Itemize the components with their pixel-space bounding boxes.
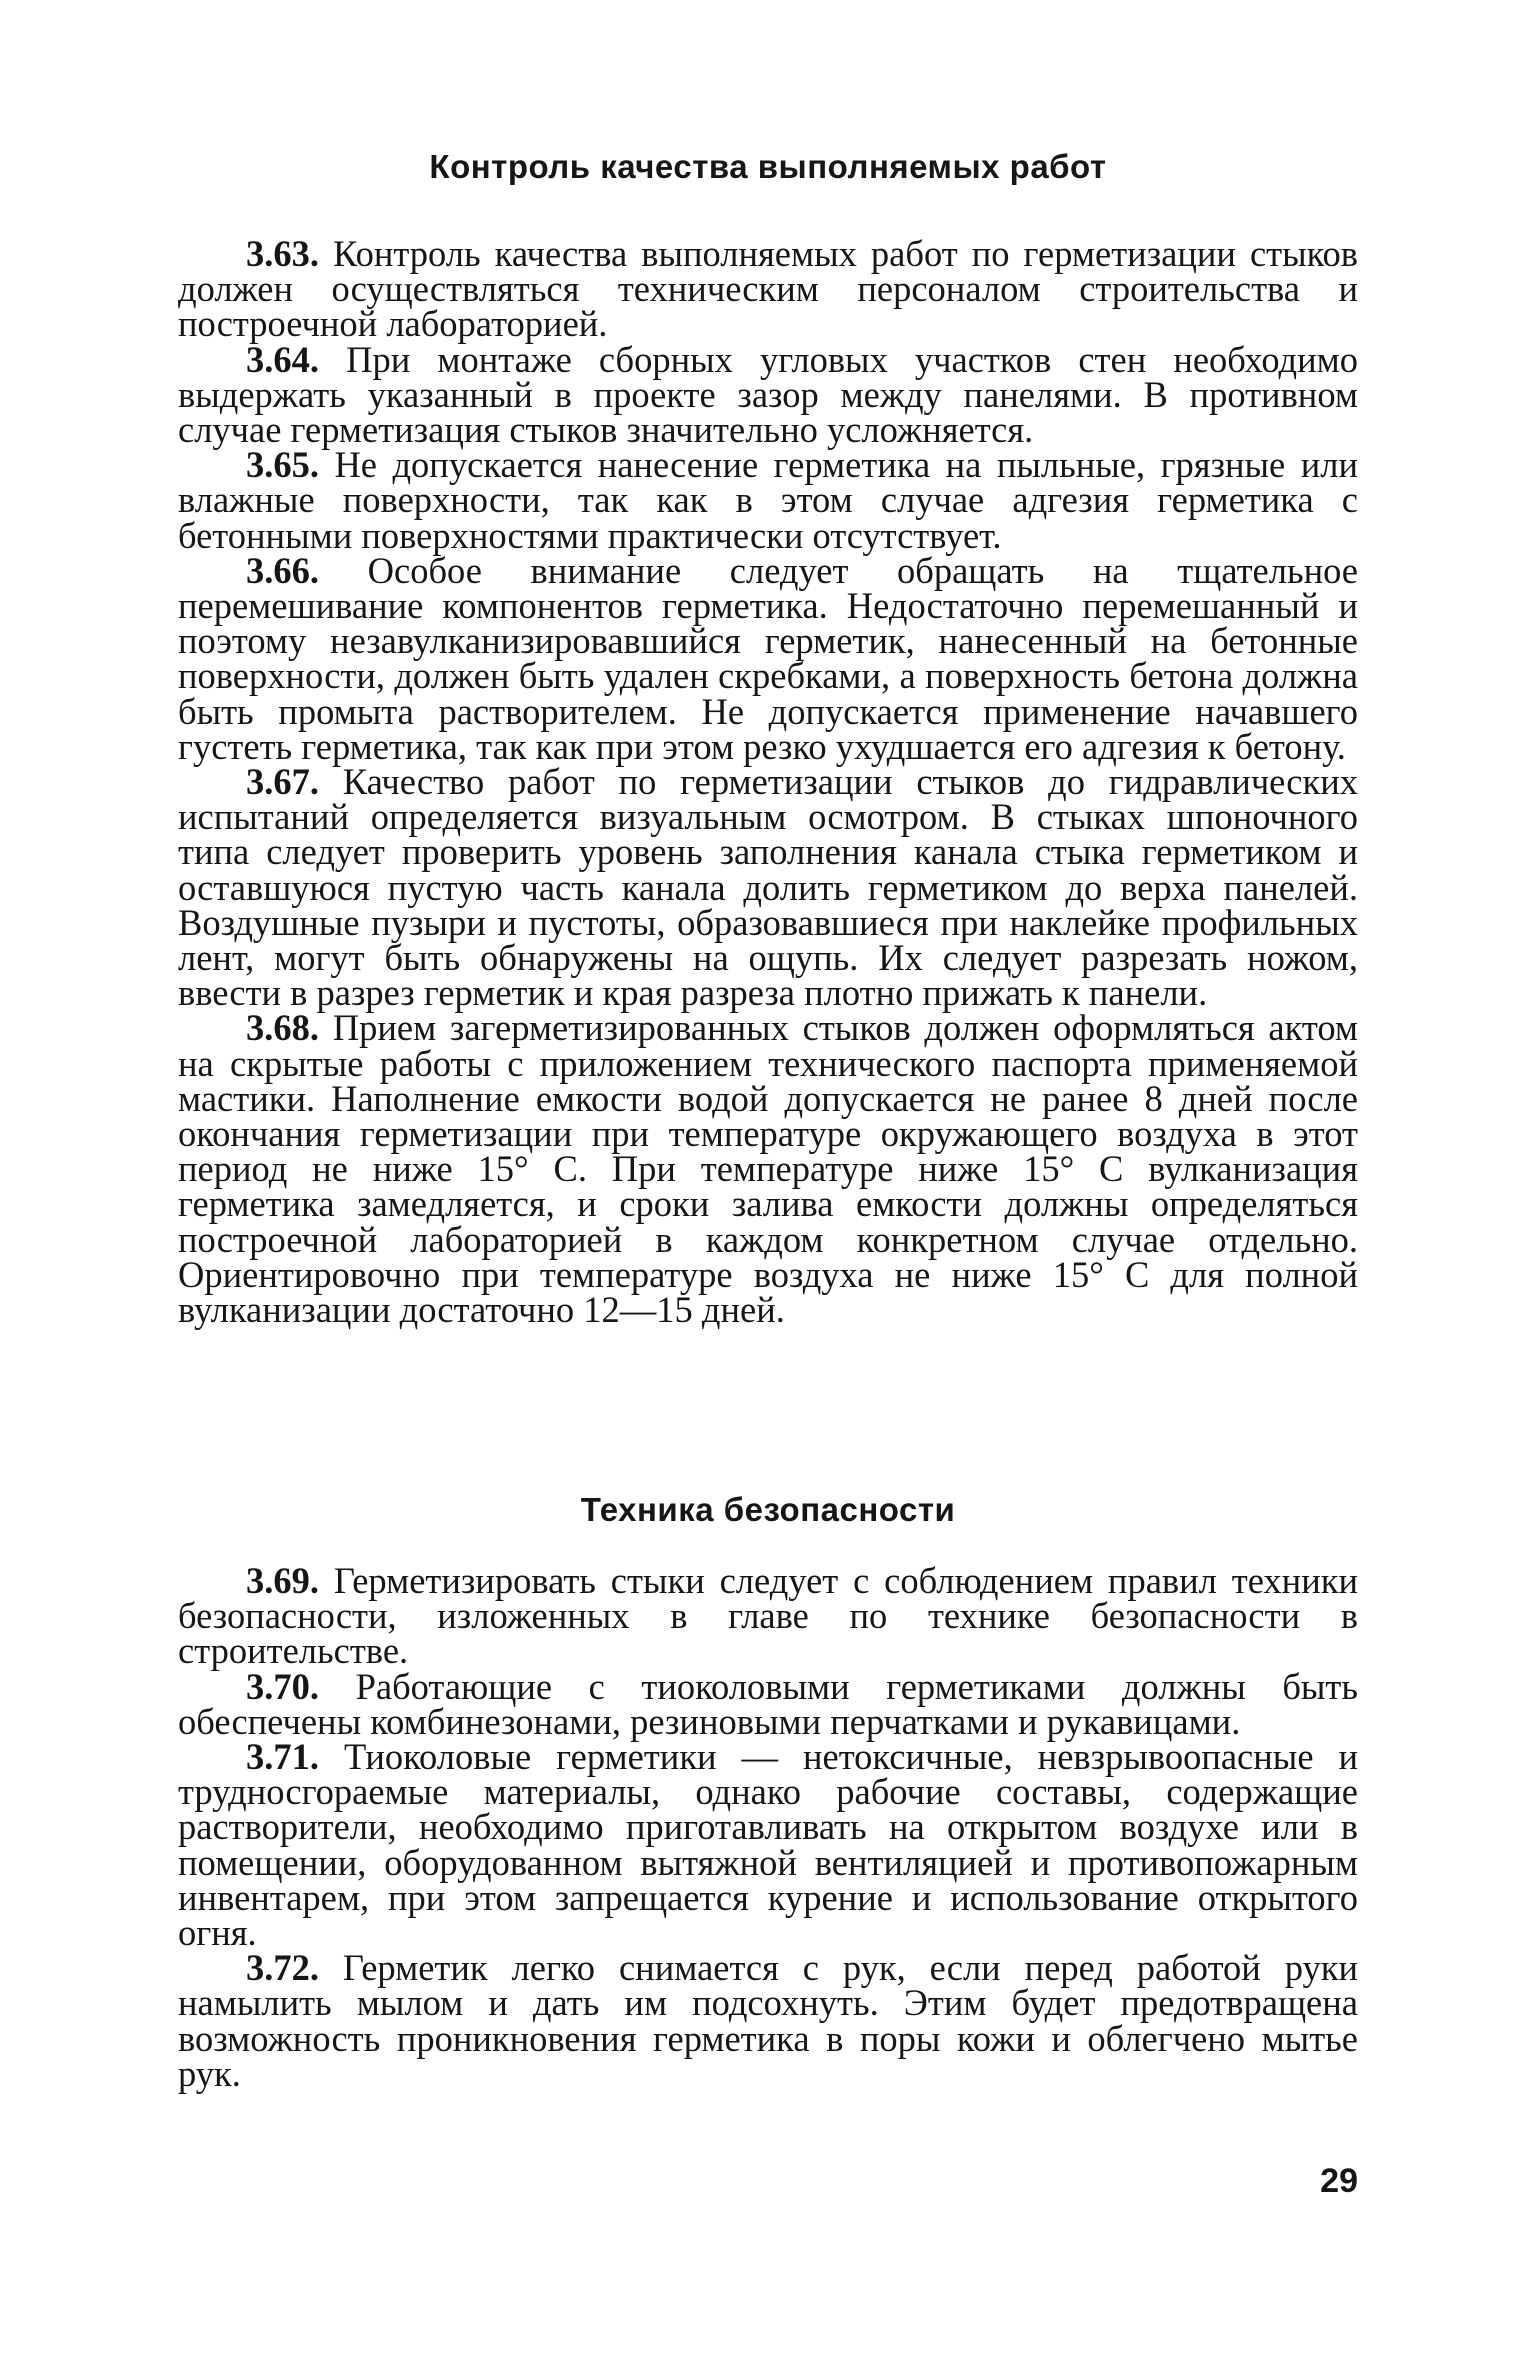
paragraph-3-70 <box>178 1665 1359 1742</box>
section-quality-control <box>178 233 1359 1331</box>
paragraph-text: Прием загерметизированных стыков должен оформляться актом на скрытые работы с приложением технического паспорта применяемой мастики. Наполнение емкости водой допускается не ранее 8 дней после окончания герметизации при температуре окружающего воздуха в этот период не ниже 15° С. При температуре ниже 15° С вулканизация герметика замедляется, и сроки залива емкости должны определяться построечной лабораторией в каждом конкретном случае отдельно. Ориентировочно при температуре воздуха не ниже 15° С для полной вулканизации достаточно 12—15 дней. <box>178 1007 1358 1331</box>
paragraph-number: 3.69. <box>246 1560 319 1601</box>
paragraph-text: Не допускается нанесение герметика на пыльные, грязные или влажные поверхности, так как в этом случае адгезия герметика с бетонными поверхностями практически отсутствует. <box>178 444 1358 556</box>
paragraph-3-67 <box>178 761 1359 1014</box>
paragraph-number: 3.72. <box>246 1947 319 1989</box>
paragraph-text: Работающие с тиоколовыми герметиками должны быть обеспечены комбинезонами, резиновыми перчатками и рукавицами. <box>178 1665 1359 1742</box>
paragraph-number: 3.65. <box>246 444 319 486</box>
paragraph-text: При монтаже сборных угловых участков стен необходимо выдержать указанный в проекте зазор между панелями. В противном случае герметизация стыков значительно усложняется. <box>178 338 1359 451</box>
document-page <box>178 0 1358 2362</box>
paragraph-number: 3.68. <box>246 1007 319 1049</box>
paragraph-3-68 <box>178 1007 1358 1331</box>
paragraph-text: Герметизировать стыки следует с соблюдением правил техники безопасности, изложенных в главе по технике безопасности в строительстве. <box>178 1560 1359 1672</box>
paragraph-3-63 <box>178 233 1358 345</box>
paragraph-3-66 <box>178 549 1359 767</box>
paragraph-number: 3.71. <box>246 1736 319 1778</box>
paragraph-number: 3.64. <box>246 338 319 380</box>
paragraph-3-71 <box>178 1736 1359 1954</box>
paragraph-text: Герметик легко снимается с рук, если перед работой руки намылить мылом и дать им подсохнуть. Этим будет предотвращена возможность проникновения герметика в поры кожи и облегчено мытье рук. <box>178 1947 1359 2094</box>
section-heading-safety: Техника безопасности <box>580 1491 956 1528</box>
page-number: 29 <box>1320 2162 1358 2200</box>
paragraph-3-64 <box>178 338 1359 451</box>
paragraph-text: Особое внимание следует обращать на тщательное перемешивание компонентов герметика. Недостаточно перемешанный и поэтому незавулканизировавшийся герметик, нанесенный на бетонные поверхности, должен быть удален скребками, а поверхность бетона должна быть промыта растворителем. Не допускается применение начавшего густеть герметика, так как при этом резко ухудшается его адгезия к бетону. <box>178 549 1359 767</box>
section-safety <box>178 1560 1359 2094</box>
paragraph-number: 3.67. <box>246 761 319 803</box>
paragraph-text: Контроль качества выполняемых работ по герметизации стыков должен осуществляться техническим персоналом строительства и построечной лабораторией. <box>178 233 1358 345</box>
paragraph-number: 3.70. <box>246 1665 319 1707</box>
paragraph-text: Тиоколовые герметики — нетоксичные, невзрывоопасные и трудносгораемые материалы, однако рабочие составы, содержащие растворители, необходимо приготавливать на открытом воздухе или в помещении, оборудованном вытяжной вентиляцией и противопожарным инвентарем, при этом запрещается курение и использование открытого огня. <box>178 1736 1359 1954</box>
paragraph-number: 3.63. <box>246 233 319 274</box>
paragraph-number: 3.66. <box>246 549 319 591</box>
section-heading-quality-control: Контроль качества выполняемых работ <box>429 148 1107 185</box>
paragraph-3-65 <box>178 444 1358 556</box>
paragraph-3-72 <box>178 1947 1359 2094</box>
paragraph-text: Качество работ по герметизации стыков до гидравлических испытаний определяется визуальным осмотром. В стыках шпоночного типа следует проверить уровень заполнения канала стыка герметиком и оставшуюся пустую часть канала долить герметиком до верха панелей. Воздушные пузыри и пустоты, образовавшиеся при наклейке профильных лент, могут быть обнаружены на ощупь. Их следует разрезать ножом, ввести в разрез герметик и края разреза плотно прижать к панели. <box>178 761 1359 1014</box>
paragraph-3-69 <box>178 1560 1359 1672</box>
